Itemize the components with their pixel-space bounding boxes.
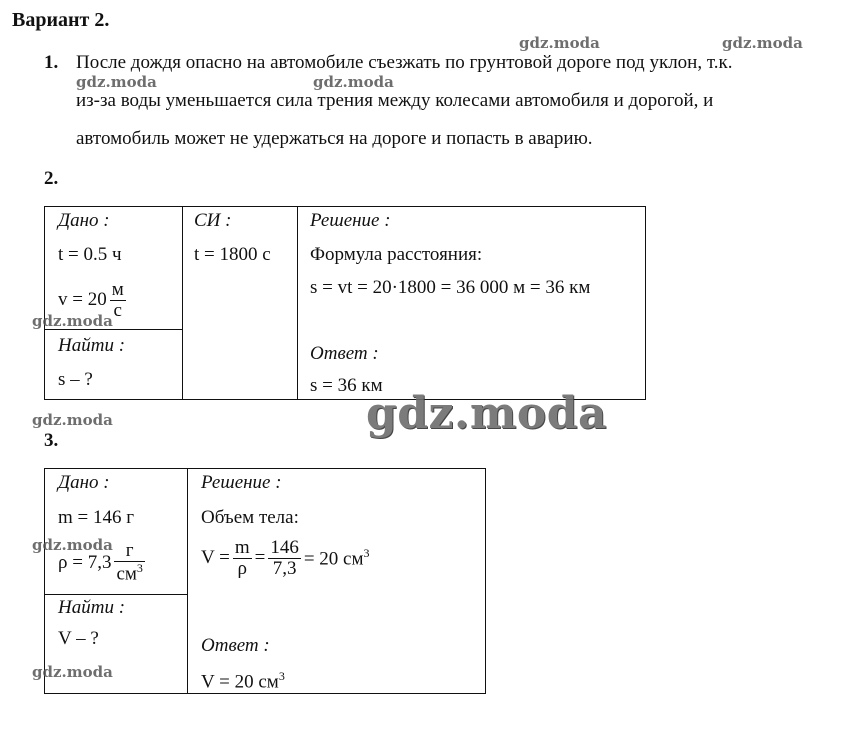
task2-find: s – ? <box>58 369 93 390</box>
task2-given-header: Дано : <box>58 210 110 231</box>
task3-solution-header: Решение : <box>201 472 282 493</box>
task3-formula-eq: = <box>254 547 266 569</box>
watermark: gdz.moda <box>76 73 157 91</box>
task2-table <box>44 206 646 400</box>
task3-given-header: Дано : <box>58 472 110 493</box>
watermark: gdz.moda <box>32 411 113 429</box>
watermark: gdz.moda <box>722 34 803 52</box>
task2-formula-title: Формула расстояния: <box>310 244 483 265</box>
task3-divider-given <box>187 468 188 693</box>
task2-find-header: Найти : <box>58 335 126 356</box>
task3-answer: V = 20 см <box>201 671 279 693</box>
watermark: gdz.moda <box>32 536 113 554</box>
task2-divider-si <box>297 206 298 399</box>
task3-answer-wrap <box>201 669 285 693</box>
task2-solution-header: Решение : <box>310 210 391 231</box>
task2-si-t: t = 1800 с <box>194 244 271 265</box>
task1-line-3: автомобиль может не удержаться на дороге и попасть в аварию. <box>76 128 593 149</box>
task3-find-header: Найти : <box>58 597 126 618</box>
task3-formula <box>201 538 370 579</box>
task2-given-t: t = 0.5 ч <box>58 244 122 265</box>
task2-given-v-num: м <box>111 279 124 300</box>
task3-given-rho-lhs: ρ = 7,3 <box>58 551 112 573</box>
task2-number: 2. <box>44 168 59 189</box>
task3-answer-header: Ответ : <box>201 635 270 656</box>
task3-given-rho-den-wrap <box>114 562 144 584</box>
task3-given-rho-den: см <box>116 563 137 585</box>
task2-divider-given <box>182 206 183 399</box>
task1-line-2: из-за воды уменьшается сила трения между колесами автомобиля и дорогой, и <box>76 90 714 111</box>
task3-given-rho-unit <box>114 541 144 584</box>
task3-find: V – ? <box>58 628 99 649</box>
watermark: gdz.moda <box>519 34 600 52</box>
task3-divider-find <box>44 594 188 595</box>
task3-number: 3. <box>44 430 59 451</box>
watermark: gdz.moda <box>32 312 113 330</box>
task1-number: 1. <box>44 52 59 73</box>
task3-given-rho-den-exp: 3 <box>136 560 143 575</box>
watermark-large: gdz.moda <box>366 388 608 439</box>
task2-formula: s = vt = 20·1800 = 36 000 м = 36 км <box>310 277 591 298</box>
task3-given-m: m = 146 г <box>58 507 135 528</box>
task3-formula-rhs-exp: 3 <box>363 546 370 561</box>
watermark: gdz.moda <box>32 663 113 681</box>
page-title: Вариант 2. <box>12 9 110 31</box>
task3-formula-frac1 <box>233 538 252 579</box>
task3-volume-title: Объем тела: <box>201 507 299 528</box>
task3-formula-f1-den: ρ <box>237 557 247 579</box>
task3-formula-f2-num: 146 <box>270 537 299 558</box>
task3-given-rho-num: г <box>114 541 144 562</box>
task3-formula-frac2 <box>268 538 301 579</box>
task3-answer-exp: 3 <box>278 669 285 683</box>
task3-formula-f2-den: 7,3 <box>272 557 297 579</box>
task3-formula-lhs: V = <box>201 547 230 569</box>
task2-si-header: СИ : <box>194 210 232 231</box>
watermark: gdz.moda <box>313 73 394 91</box>
task2-answer-header: Ответ : <box>310 343 379 364</box>
task3-formula-rhs-wrap <box>304 546 370 570</box>
task2-answer: s = 36 км <box>310 375 383 396</box>
task3-formula-f1-num: m <box>234 537 250 558</box>
task1-line-1: После дождя опасно на автомобиле съезжать по грунтовой дороге под уклон, т.к. <box>76 52 733 73</box>
task2-given-v-lhs: v = 20 <box>58 289 107 311</box>
task3-formula-rhs: = 20 см <box>303 548 364 570</box>
task2-given-v-den: с <box>113 299 122 321</box>
